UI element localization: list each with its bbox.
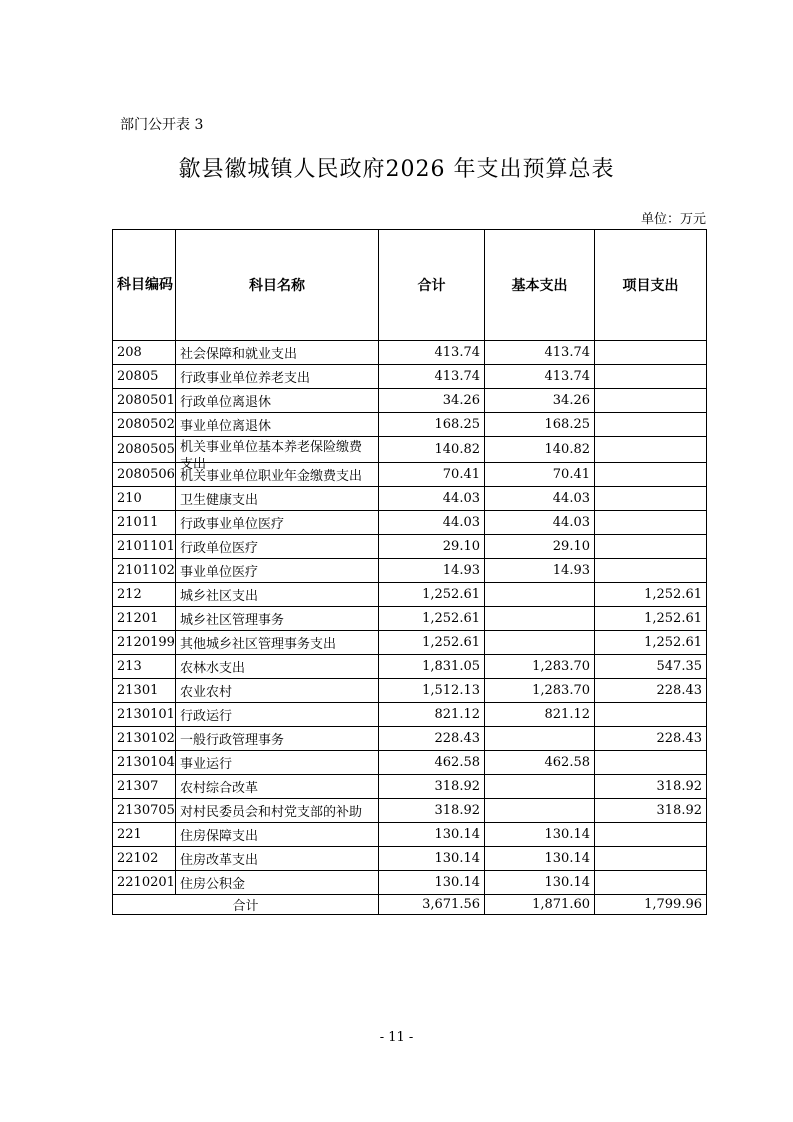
row-name: 事业单位离退休 bbox=[176, 413, 379, 437]
row-project bbox=[595, 389, 707, 413]
row-project bbox=[595, 487, 707, 511]
row-code: 21201 bbox=[113, 607, 176, 631]
row-basic: 44.03 bbox=[485, 511, 595, 535]
row-project bbox=[595, 463, 707, 487]
row-basic: 821.12 bbox=[485, 703, 595, 727]
row-code: 21011 bbox=[113, 511, 176, 535]
row-code: 2130102 bbox=[113, 727, 176, 751]
row-total: 1,252.61 bbox=[379, 631, 485, 655]
row-basic bbox=[485, 799, 595, 823]
table-row bbox=[113, 511, 707, 535]
row-name: 卫生健康支出 bbox=[176, 487, 379, 511]
row-total: 462.58 bbox=[379, 751, 485, 775]
row-total: 130.14 bbox=[379, 847, 485, 871]
row-code: 22102 bbox=[113, 847, 176, 871]
table-row bbox=[113, 775, 707, 799]
row-project bbox=[595, 437, 707, 463]
total-project: 1,799.96 bbox=[595, 895, 707, 915]
row-total: 140.82 bbox=[379, 437, 485, 463]
row-code: 2080502 bbox=[113, 413, 176, 437]
row-code: 2101102 bbox=[113, 559, 176, 583]
row-code: 2130705 bbox=[113, 799, 176, 823]
row-basic: 130.14 bbox=[485, 871, 595, 895]
row-project: 318.92 bbox=[595, 775, 707, 799]
table-row bbox=[113, 823, 707, 847]
row-basic bbox=[485, 607, 595, 631]
table-row bbox=[113, 341, 707, 365]
row-code: 21307 bbox=[113, 775, 176, 799]
table-row bbox=[113, 583, 707, 607]
row-project bbox=[595, 847, 707, 871]
row-project bbox=[595, 751, 707, 775]
table-row bbox=[113, 703, 707, 727]
row-project bbox=[595, 559, 707, 583]
table-header-row bbox=[113, 230, 707, 341]
row-name: 行政运行 bbox=[176, 703, 379, 727]
row-project bbox=[595, 703, 707, 727]
row-project: 228.43 bbox=[595, 679, 707, 703]
row-basic bbox=[485, 631, 595, 655]
table-row bbox=[113, 559, 707, 583]
row-name: 农村综合改革 bbox=[176, 775, 379, 799]
row-total: 318.92 bbox=[379, 775, 485, 799]
header-basic: 基本支出 bbox=[485, 230, 595, 341]
row-project: 318.92 bbox=[595, 799, 707, 823]
row-code: 2120199 bbox=[113, 631, 176, 655]
row-total: 44.03 bbox=[379, 487, 485, 511]
row-name: 行政单位医疗 bbox=[176, 535, 379, 559]
row-code: 20805 bbox=[113, 365, 176, 389]
row-total: 168.25 bbox=[379, 413, 485, 437]
table-row bbox=[113, 799, 707, 823]
row-basic: 130.14 bbox=[485, 823, 595, 847]
header-project: 项目支出 bbox=[595, 230, 707, 341]
total-row bbox=[113, 895, 707, 915]
budget-table bbox=[112, 229, 707, 915]
table-row bbox=[113, 389, 707, 413]
row-code: 21301 bbox=[113, 679, 176, 703]
row-project: 1,252.61 bbox=[595, 607, 707, 631]
row-total: 1,252.61 bbox=[379, 607, 485, 631]
row-total: 44.03 bbox=[379, 511, 485, 535]
table-row bbox=[113, 487, 707, 511]
page-title: 歙县徽城镇人民政府2026 年支出预算总表 bbox=[178, 157, 615, 182]
row-name: 农林水支出 bbox=[176, 655, 379, 679]
row-name: 农业农村 bbox=[176, 679, 379, 703]
row-basic: 44.03 bbox=[485, 487, 595, 511]
table-row bbox=[113, 871, 707, 895]
row-total: 228.43 bbox=[379, 727, 485, 751]
row-basic: 34.26 bbox=[485, 389, 595, 413]
table-row bbox=[113, 535, 707, 559]
row-project: 228.43 bbox=[595, 727, 707, 751]
table-row bbox=[113, 655, 707, 679]
row-name: 行政单位离退休 bbox=[176, 389, 379, 413]
row-basic: 462.58 bbox=[485, 751, 595, 775]
row-total: 1,252.61 bbox=[379, 583, 485, 607]
table-row bbox=[113, 365, 707, 389]
form-label: 部门公开表 3 bbox=[120, 117, 204, 133]
row-project bbox=[595, 535, 707, 559]
row-basic: 140.82 bbox=[485, 437, 595, 463]
row-project bbox=[595, 871, 707, 895]
row-project bbox=[595, 823, 707, 847]
row-total: 1,831.05 bbox=[379, 655, 485, 679]
row-basic bbox=[485, 727, 595, 751]
table-row bbox=[113, 847, 707, 871]
row-project bbox=[595, 511, 707, 535]
row-total: 130.14 bbox=[379, 823, 485, 847]
row-name: 对村民委员会和村党支部的补助 bbox=[176, 799, 379, 823]
row-code: 2210201 bbox=[113, 871, 176, 895]
row-total: 318.92 bbox=[379, 799, 485, 823]
row-code: 212 bbox=[113, 583, 176, 607]
page-number: - 11 - bbox=[379, 1030, 414, 1045]
row-name: 机关事业单位职业年金缴费支出 bbox=[176, 463, 379, 487]
row-name: 事业运行 bbox=[176, 751, 379, 775]
row-total: 29.10 bbox=[379, 535, 485, 559]
row-name: 其他城乡社区管理事务支出 bbox=[176, 631, 379, 655]
table-row bbox=[113, 679, 707, 703]
row-total: 1,512.13 bbox=[379, 679, 485, 703]
row-basic: 14.93 bbox=[485, 559, 595, 583]
row-total: 413.74 bbox=[379, 341, 485, 365]
row-code: 210 bbox=[113, 487, 176, 511]
row-name: 行政事业单位养老支出 bbox=[176, 365, 379, 389]
table-row bbox=[113, 463, 707, 487]
row-project bbox=[595, 365, 707, 389]
row-code: 2080506 bbox=[113, 463, 176, 487]
table-row bbox=[113, 751, 707, 775]
row-basic: 1,283.70 bbox=[485, 655, 595, 679]
header-total: 合计 bbox=[379, 230, 485, 341]
row-basic: 29.10 bbox=[485, 535, 595, 559]
row-basic: 1,283.70 bbox=[485, 679, 595, 703]
table-row bbox=[113, 437, 707, 463]
row-name: 城乡社区支出 bbox=[176, 583, 379, 607]
row-name: 城乡社区管理事务 bbox=[176, 607, 379, 631]
row-basic: 168.25 bbox=[485, 413, 595, 437]
total-amount: 3,671.56 bbox=[379, 895, 485, 915]
row-name: 住房公积金 bbox=[176, 871, 379, 895]
row-code: 208 bbox=[113, 341, 176, 365]
row-code: 2080501 bbox=[113, 389, 176, 413]
row-code: 2080505 bbox=[113, 437, 176, 463]
row-basic bbox=[485, 775, 595, 799]
row-code: 221 bbox=[113, 823, 176, 847]
row-total: 821.12 bbox=[379, 703, 485, 727]
row-name bbox=[176, 437, 379, 472]
row-project: 1,252.61 bbox=[595, 583, 707, 607]
table-row bbox=[113, 413, 707, 437]
row-name: 住房改革支出 bbox=[176, 847, 379, 871]
row-name: 一般行政管理事务 bbox=[176, 727, 379, 751]
unit-label: 单位：万元 bbox=[640, 212, 706, 227]
row-name: 事业单位医疗 bbox=[176, 559, 379, 583]
total-label: 合计 bbox=[113, 895, 379, 915]
row-basic: 413.74 bbox=[485, 341, 595, 365]
header-code: 科目编码 bbox=[113, 230, 176, 341]
row-basic bbox=[485, 583, 595, 607]
row-total: 34.26 bbox=[379, 389, 485, 413]
row-basic: 413.74 bbox=[485, 365, 595, 389]
row-name-text: 机关事业单位基本养老保险缴费支出 bbox=[180, 440, 363, 472]
row-project bbox=[595, 341, 707, 365]
row-total: 70.41 bbox=[379, 463, 485, 487]
row-name: 行政事业单位医疗 bbox=[176, 511, 379, 535]
row-code: 213 bbox=[113, 655, 176, 679]
table-row bbox=[113, 727, 707, 751]
row-name: 住房保障支出 bbox=[176, 823, 379, 847]
table-row bbox=[113, 607, 707, 631]
row-project bbox=[595, 413, 707, 437]
row-project: 547.35 bbox=[595, 655, 707, 679]
row-code: 2101101 bbox=[113, 535, 176, 559]
header-name: 科目名称 bbox=[176, 230, 379, 341]
row-total: 14.93 bbox=[379, 559, 485, 583]
row-total: 413.74 bbox=[379, 365, 485, 389]
row-basic: 130.14 bbox=[485, 847, 595, 871]
total-basic: 1,871.60 bbox=[485, 895, 595, 915]
row-name: 社会保障和就业支出 bbox=[176, 341, 379, 365]
row-code: 2130101 bbox=[113, 703, 176, 727]
table-row bbox=[113, 631, 707, 655]
row-code: 2130104 bbox=[113, 751, 176, 775]
row-basic: 70.41 bbox=[485, 463, 595, 487]
row-total: 130.14 bbox=[379, 871, 485, 895]
row-project: 1,252.61 bbox=[595, 631, 707, 655]
